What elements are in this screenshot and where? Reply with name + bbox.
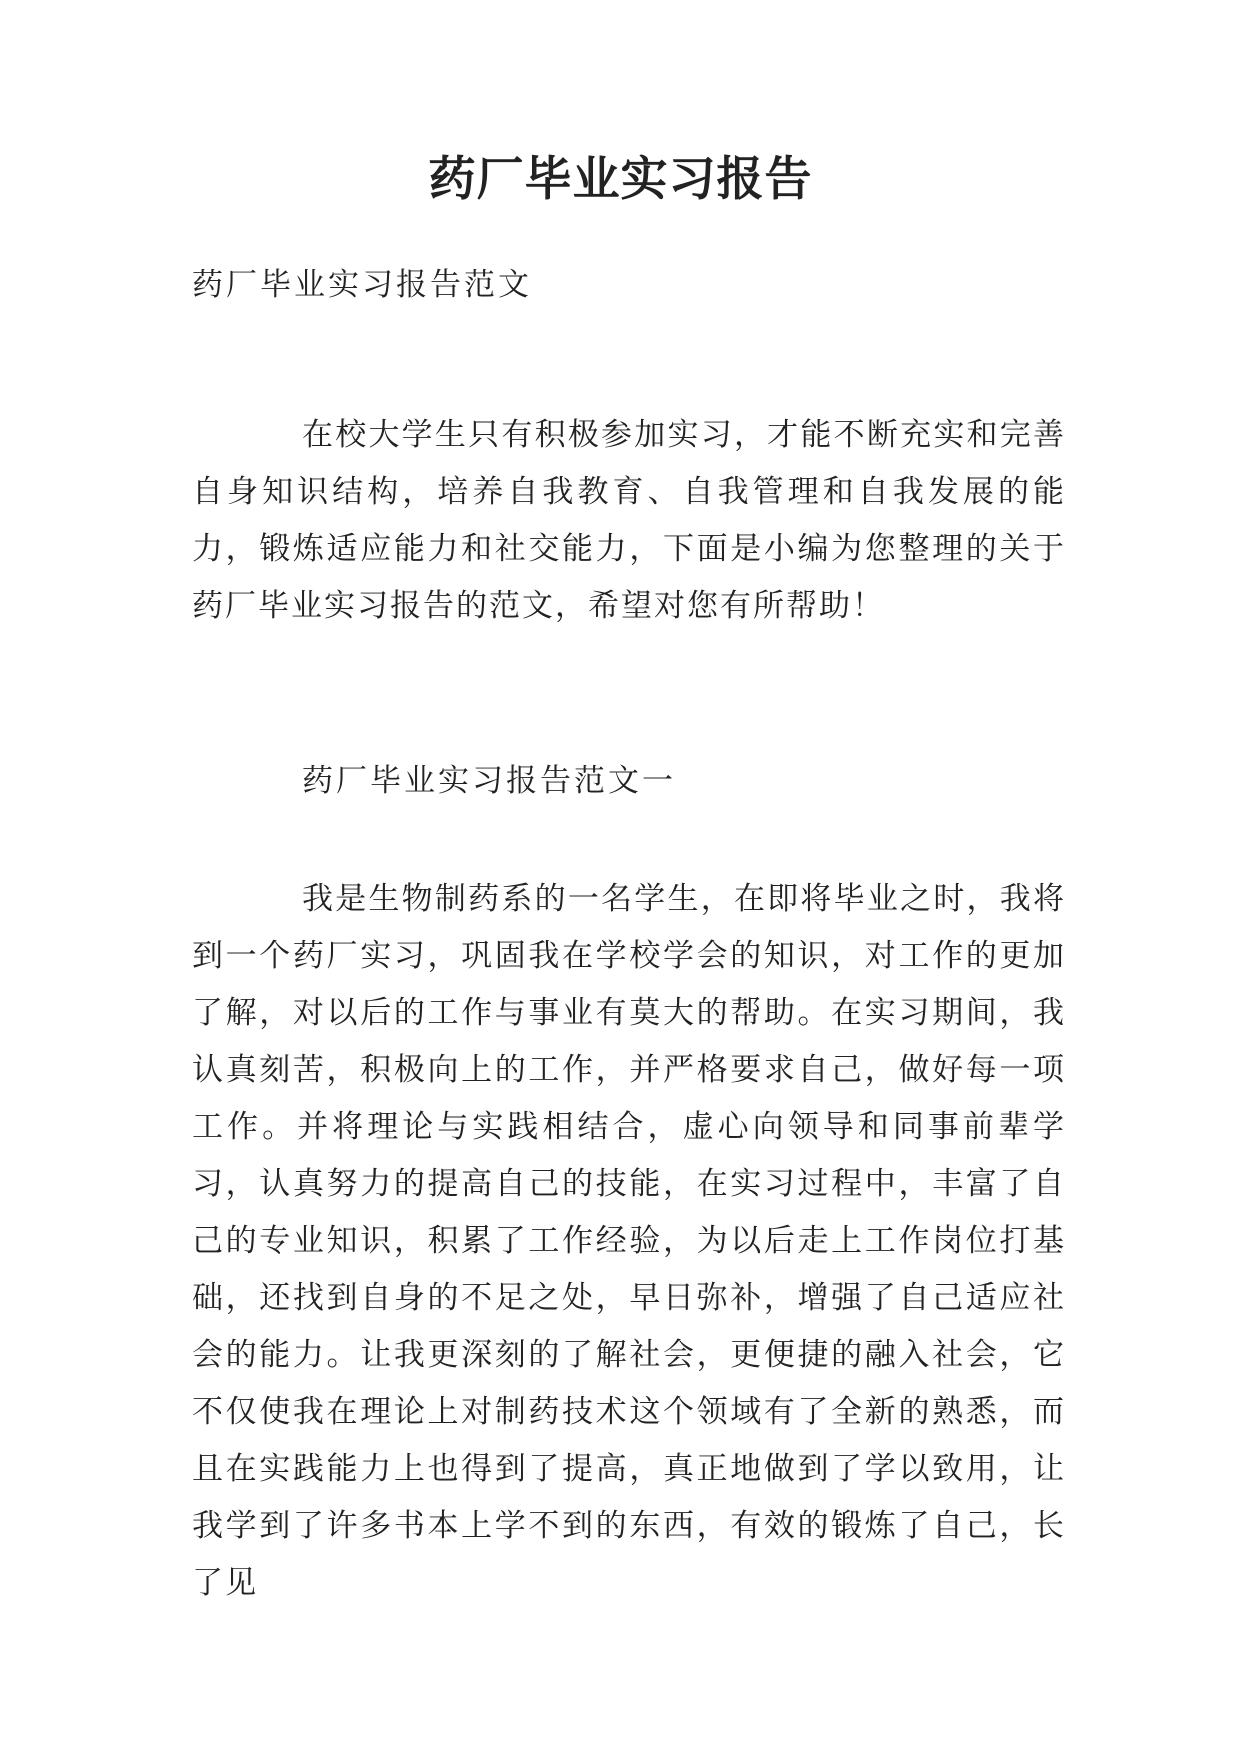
document-title: 药厂毕业实习报告 [428, 152, 813, 207]
body-paragraph: 我是生物制药系的一名学生，在即将毕业之时，我将到一个药厂实习，巩固我在学校学会的知识，对工作的更加了解，对以后的工作与事业有莫大的帮助。在实习期间，我认真刻苦，积极向上的工作，并严格要求自己，做好每一项工作。并将理论与实践相结合，虚心向领导和同事前辈学习，认真努力的提高自己的技能，在实习过程中，丰富了自己的专业知识，积累了工作经验，为以后走上工作岗位打基础，还找到自身的不足之处，早日弥补，增强了自己适应社会的能力。让我更深刻的了解社会，更便捷的融入社会，它不仅使我在理论上对制药技术这个领域有了全新的熟悉，而且在实践能力上也得到了提高，真正地做到了学以致用，让我学到了许多书本上学不到的东西，有效的锻炼了自己，长了见 [192, 881, 1066, 1601]
section-heading: 药厂毕业实习报告范文一 [302, 763, 676, 799]
intro-paragraph: 在校大学生只有积极参加实习，才能不断充实和完善自身知识结构，培养自我教育、自我管理和自我发展的能力，锻炼适应能力和社交能力，下面是小编为您整理的关于药厂毕业实习报告的范文，希望对您有所帮助！ [192, 417, 1066, 624]
document-subtitle: 药厂毕业实习报告范文 [192, 267, 532, 303]
